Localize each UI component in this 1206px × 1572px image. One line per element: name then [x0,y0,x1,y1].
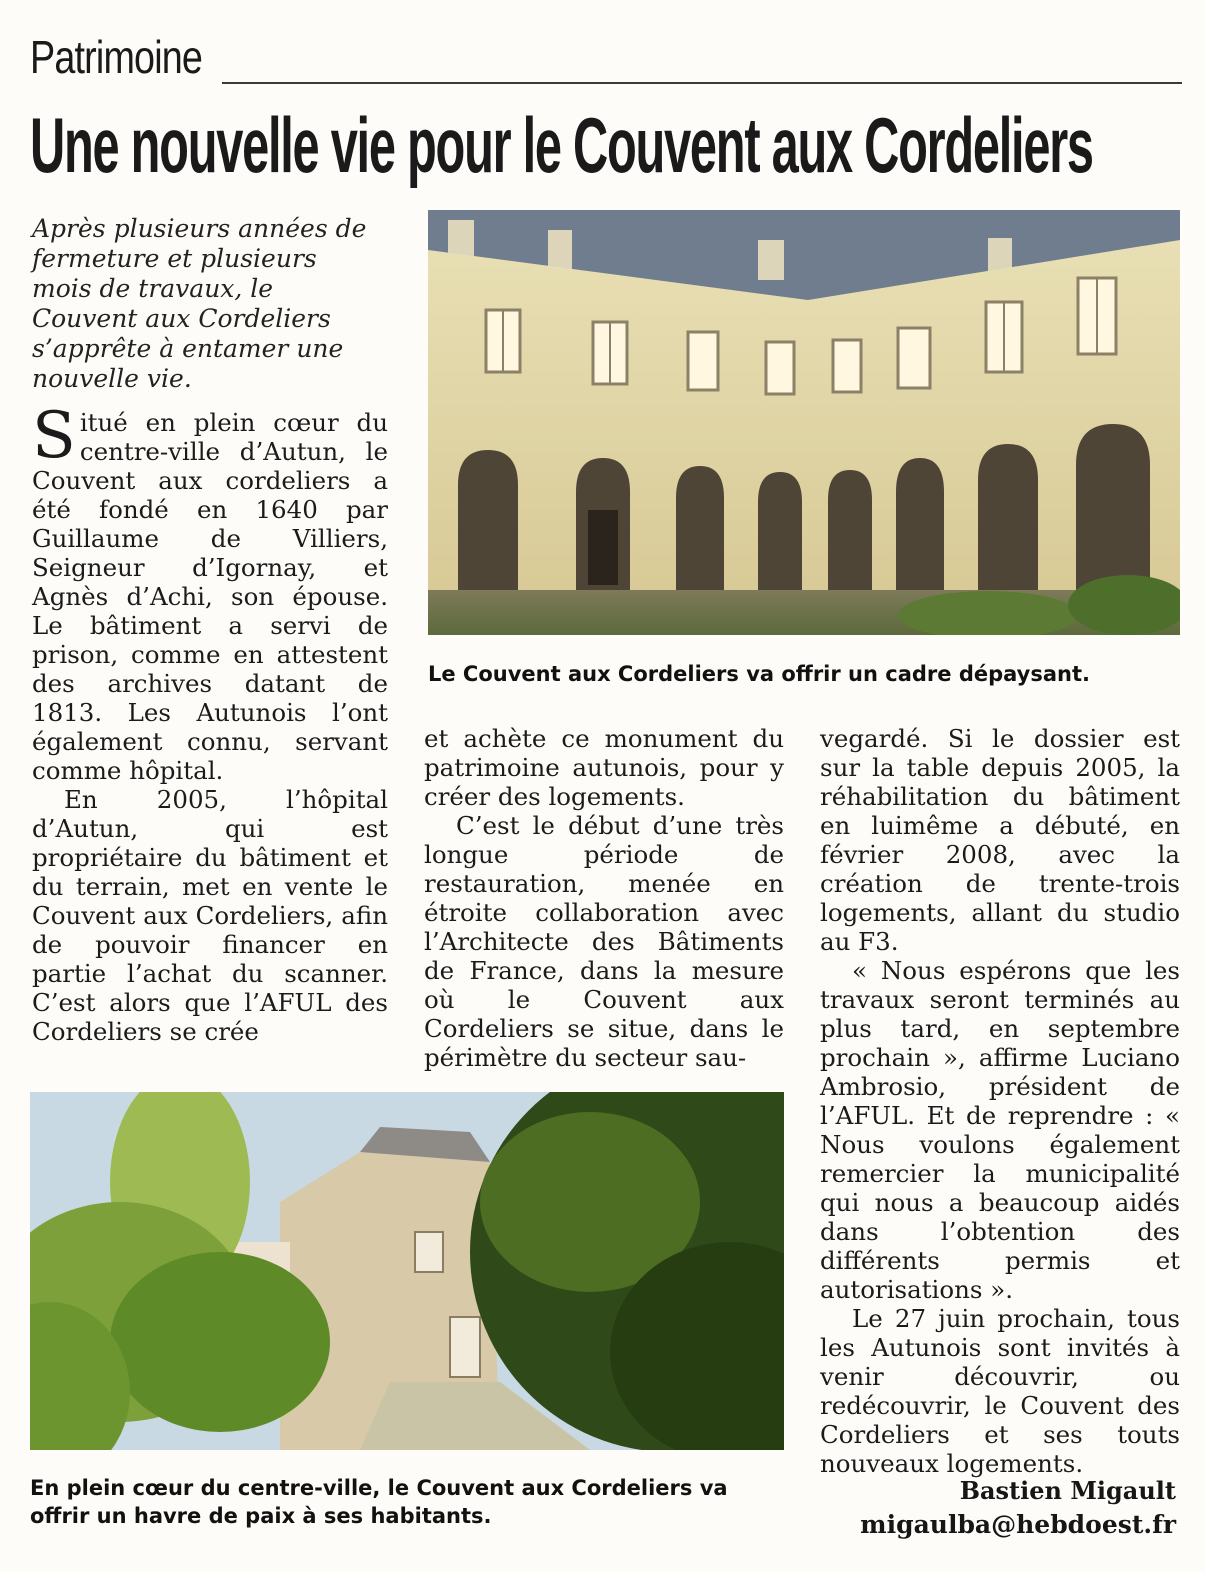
cloister-photo [428,210,1180,635]
rubric-divider [222,82,1182,84]
col1-paragraph-1: itué en plein cœur du centre-ville d’Autun, le Couvent aux cordeliers a été fondé en 1640 par Guillaume de Villiers, Seigneur d’Igornay, et Agnès d’Achi, son épouse. Le bâtiment a servi de prison, comme en attestent des archives datant de 1813. Les Autunois l’ont également connu, servant comme hôpital. [32,408,388,785]
top-photo-caption: Le Couvent aux Cordeliers va offrir un cadre dépaysant. [428,662,1090,686]
col2-paragraph-2: C’est le début d’une très longue période de restauration, menée en étroite collaboration avec l’Architecte des Bâtiments de France, dans la mesure où le Couvent aux Cordeliers se situe, dans le périmètre du secteur sau- [424,811,784,1072]
bottom-photo-caption: En plein cœur du centre-ville, le Couvent aux Cordeliers va offrir un havre de paix à ses habitants. [30,1476,728,1528]
author-email[interactable]: migaulba@hebdoest.fr [860,1510,1176,1539]
section-rubric: Patrimoine [30,31,203,83]
article-headline: Une nouvelle vie pour le Couvent aux Cordeliers [30,101,1093,189]
article-column-3 [820,724,1180,1478]
article-column-2 [424,724,784,1072]
col1-paragraph-2: En 2005, l’hôpital d’Autun, qui est propriétaire du bâtiment et du terrain, met en vente le Couvent aux Cordeliers, afin de pouvoir financer en partie l’achat du scanner. C’est alors que l’AFUL des Cordeliers se crée [32,785,388,1046]
dropcap: S [32,399,76,473]
article-column-1 [32,399,388,1046]
col2-paragraph-1: et achète ce monument du patrimoine autunois, pour y créer des logements. [424,724,784,811]
col3-paragraph-2: « Nous espérons que les travaux seront terminés au plus tard, en septembre prochain », affirme Luciano Ambrosio, président de l’AFUL. Et de reprendre : « Nous voulons également remercier la municipalité qui nous a beaucoup aidés dans l’obtention des différents permis et autorisations ». [820,956,1180,1304]
standfirst: Après plusieurs années de fermeture et plusieurs mois de travaux, le Couvent aux Cordeliers s’apprête à entamer une nouvelle vie. [32,214,367,393]
col3-paragraph-1: vegardé. Si le dossier est sur la table depuis 2005, la réhabilitation du bâtiment en luimême a débuté, en février 2008, avec la création de trente-trois logements, allant du studio au F3. [820,724,1180,956]
garden-photo [30,1092,784,1450]
col3-paragraph-3: Le 27 juin prochain, tous les Autunois sont invités à venir découvrir, ou redécouvrir, le Couvent des Cordeliers et ses touts nouveaux logements. [820,1304,1180,1478]
author-signature: Bastien Migault [959,1476,1176,1505]
